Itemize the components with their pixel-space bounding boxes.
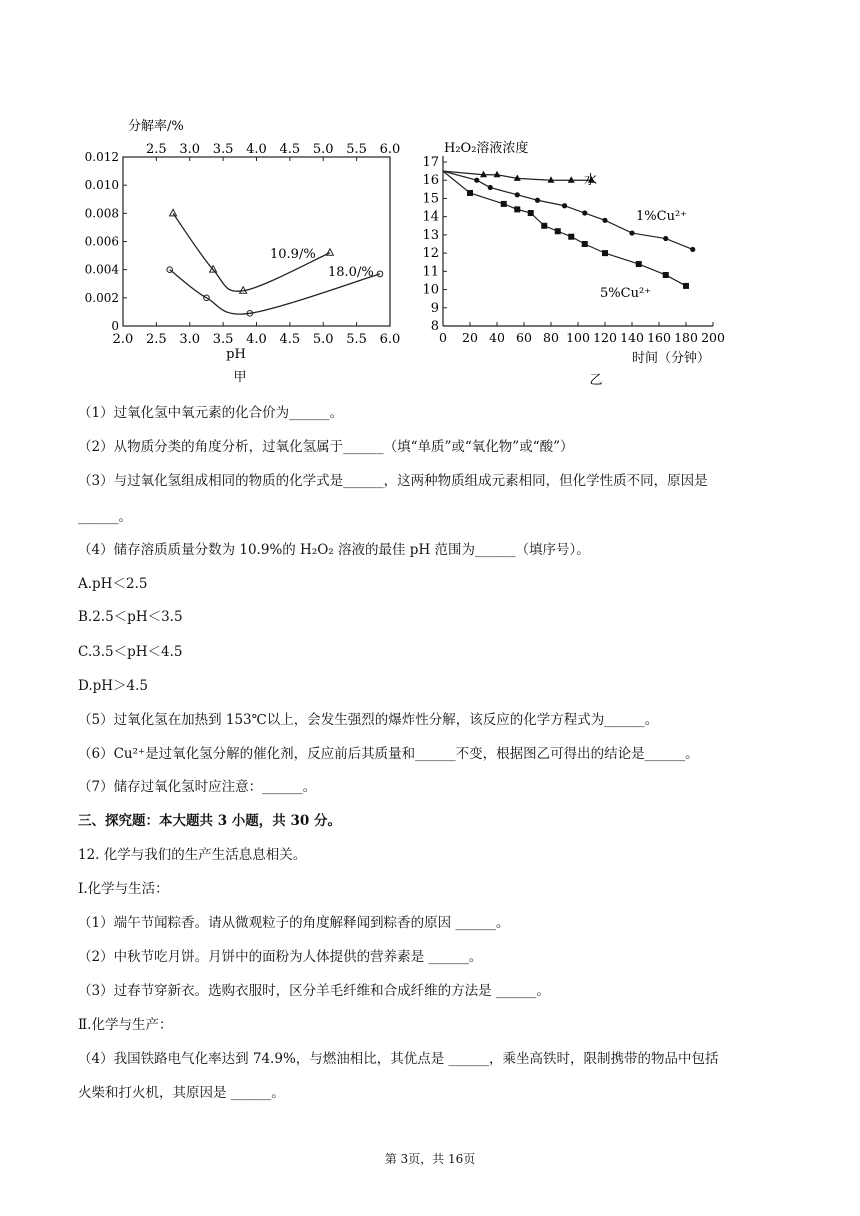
y-axis-label: H₂O₂溶液浓度 (444, 141, 529, 156)
question-line: （1）端午节闻粽香。请从微观粒子的角度解释闻到粽香的原因 ______。 (78, 915, 510, 931)
top-tick-label: 4.0 (246, 142, 267, 157)
x-tick-label: 20 (462, 330, 478, 345)
question-line: （6）Cu²⁺是过氧化氢分解的催化剂，反应前后其质量和______不变，根据图乙可得出的结论是______。 (78, 746, 699, 762)
question-line: （1）过氧化氢中氧元素的化合价为______。 (78, 405, 344, 421)
y-tick-label: 12 (422, 246, 439, 262)
chart-caption: 乙 (589, 373, 603, 388)
y-tick-label: 0.002 (84, 290, 119, 305)
chart-caption: 甲 (233, 370, 247, 385)
data-point (636, 261, 642, 267)
data-point (514, 206, 520, 212)
question-line: （4）我国铁路电气化率达到 74.9%，与燃油相比，其优点是 ______，乘坐高铁时，限制携带的物品中包括 (78, 1051, 719, 1067)
data-point (568, 234, 574, 240)
y-tick-label: 17 (422, 155, 439, 170)
data-point (326, 249, 333, 256)
top-tick-label: 3.0 (179, 142, 201, 157)
section-heading: 三、探究题：本大题共 3 小题，共 30 分。 (78, 813, 341, 829)
top-tick-label: 3.5 (212, 142, 234, 157)
x-tick-label: 5.0 (312, 332, 334, 347)
series-label: 1%Cu²⁺ (636, 209, 688, 224)
x-tick-label: 5.5 (346, 332, 367, 347)
x-tick-label: 60 (516, 330, 532, 345)
x-tick-label: 40 (489, 330, 505, 345)
data-point (501, 201, 507, 207)
x-tick-label: 2.5 (146, 332, 167, 347)
top-tick-label: 5.0 (312, 142, 334, 157)
x-tick-label: 200 (701, 330, 725, 345)
y-tick-label: 0 (111, 319, 119, 333)
option-c: C.3.5＜pH＜4.5 (78, 644, 183, 660)
data-point (602, 218, 607, 223)
y-tick-label: 0.006 (84, 234, 119, 249)
data-point (467, 190, 473, 196)
y-tick-label: 10 (422, 282, 439, 298)
figures (0, 0, 860, 400)
subsection-heading: Ⅱ.化学与生产： (78, 1017, 173, 1033)
subsection-heading: I.化学与生活： (78, 881, 169, 897)
data-point (515, 192, 520, 197)
data-point (629, 230, 634, 235)
x-tick-label: 140 (620, 330, 644, 345)
option-a: A.pH＜2.5 (78, 576, 148, 592)
y-tick-label: 14 (422, 209, 439, 225)
y-tick-label: 0.004 (84, 262, 119, 277)
x-tick-label: 80 (543, 330, 559, 345)
question-line: （7）储存过氧化氢时应注意：______。 (78, 779, 317, 795)
series-label: 18.0/% (328, 265, 374, 280)
top-tick-label: 2.5 (146, 142, 167, 157)
y-tick-label: 0.012 (84, 150, 119, 164)
data-point (494, 171, 501, 178)
x-tick-label: 3.5 (212, 332, 234, 347)
question-line: （5）过氧化氢在加热到 153℃以上，会发生强烈的爆炸性分解，该反应的化学方程式为______。 (78, 712, 659, 728)
x-tick-label: 160 (647, 330, 671, 345)
question-title: 12. 化学与我们的生产生活息息相关。 (78, 847, 307, 863)
x-axis-label: pH (226, 347, 246, 362)
y-tick-label: 13 (422, 227, 439, 243)
data-point (555, 228, 561, 234)
x-tick-label: 2.0 (112, 332, 134, 347)
data-point (683, 283, 689, 289)
y-tick-label: 8 (430, 319, 439, 334)
data-point (690, 247, 695, 252)
y-tick-label: 16 (422, 173, 439, 189)
plot-frame (123, 157, 390, 326)
data-point (535, 198, 540, 203)
option-b: B.2.5＜pH＜3.5 (78, 609, 183, 625)
top-tick-label: 5.5 (346, 142, 367, 157)
question-line: 火柴和打火机，其原因是 ______。 (78, 1085, 285, 1101)
x-tick-label: 100 (566, 330, 590, 345)
question-line: （4）储存溶质质量分数为 10.9%的 H₂O₂ 溶液的最佳 pH 范围为______（填序号）。 (78, 542, 590, 558)
y-tick-label: 11 (422, 264, 439, 280)
x-tick-label: 180 (674, 330, 698, 345)
data-point (170, 209, 177, 216)
data-point (474, 178, 479, 183)
question-line: （2）中秋节吃月饼。月饼中的面粉为人体提供的营养素是 ______。 (78, 949, 483, 965)
data-point (663, 236, 668, 241)
series-label: 10.9/% (270, 247, 316, 262)
x-tick-label: 6.0 (379, 332, 401, 347)
y-tick-label: 9 (430, 300, 439, 316)
question-line: （3）与过氧化氢组成相同的物质的化学式是______，这两种物质组成元素相同，但化学性质不同，原因是 (78, 473, 708, 489)
data-point (528, 210, 534, 216)
data-point (663, 272, 669, 278)
series-line (443, 171, 686, 286)
series-label: 5%Cu²⁺ (600, 286, 652, 301)
x-tick-label: 0 (439, 330, 447, 345)
data-point (541, 223, 547, 229)
question-line: （3）过春节穿新衣。选购衣服时，区分羊毛纤维和合成纤维的方法是 ______。 (78, 983, 550, 999)
y-tick-label: 15 (422, 191, 439, 207)
y-tick-label: 0.010 (84, 178, 119, 193)
data-point (568, 176, 575, 183)
series-label: 水 (584, 173, 598, 188)
x-tick-label: 4.0 (246, 332, 267, 347)
question-line: ______。 (78, 509, 132, 525)
y-tick-label: 0.008 (84, 206, 119, 221)
data-point (582, 210, 587, 215)
question-line: （2）从物质分类的角度分析，过氧化氢属于______（填“单质”或“氧化物”或“酸”） (78, 439, 574, 455)
x-tick-label: 4.5 (279, 332, 301, 347)
x-axis-label: 时间（分钟） (632, 351, 711, 366)
data-point (488, 185, 493, 190)
top-axis-label: 分解率/% (128, 119, 184, 134)
top-tick-label: 6.0 (379, 142, 401, 157)
x-tick-label: 120 (593, 330, 617, 345)
data-point (562, 203, 567, 208)
option-d: D.pH＞4.5 (78, 678, 149, 694)
data-point (602, 250, 608, 256)
data-point (548, 176, 555, 183)
top-tick-label: 4.5 (279, 142, 301, 157)
x-tick-label: 3.0 (179, 332, 201, 347)
data-point (582, 241, 588, 247)
page-footer: 第 3页，共 16页 (384, 1152, 476, 1166)
